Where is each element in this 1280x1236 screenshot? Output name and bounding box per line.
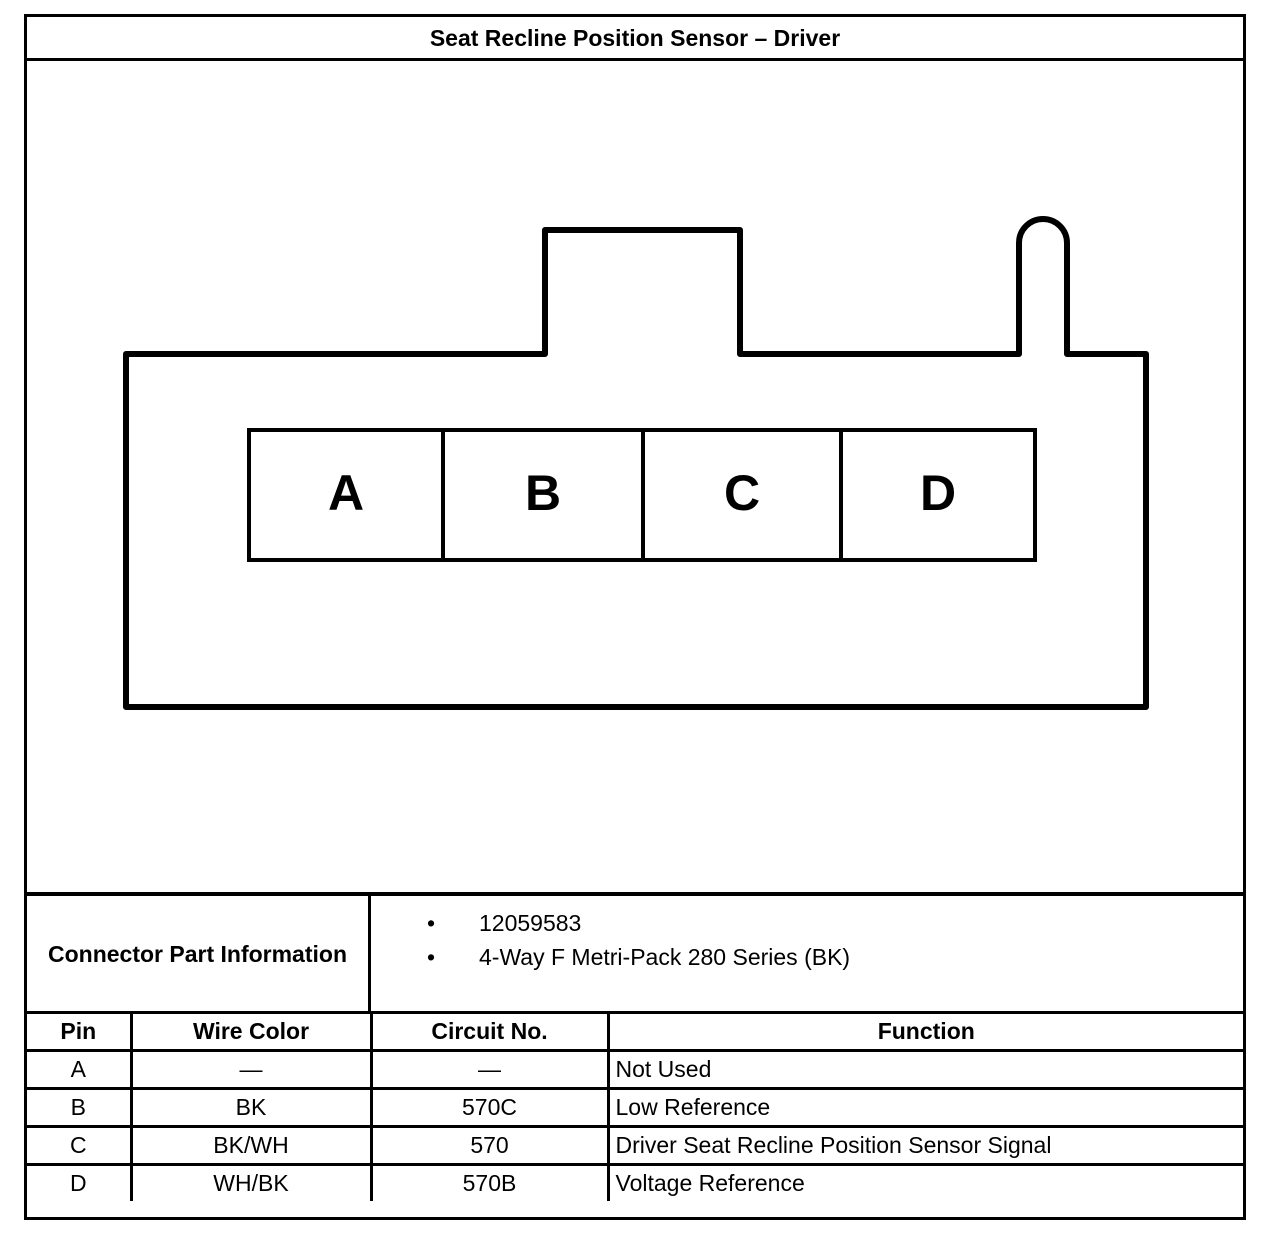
part-number: 12059583 — [479, 910, 582, 936]
function-cell: Voltage Reference — [608, 1165, 1243, 1202]
function-cell: Not Used — [608, 1051, 1243, 1089]
table-row — [27, 1165, 1243, 1202]
list-item — [371, 940, 1243, 974]
connector-sheet — [24, 14, 1246, 1220]
header-circuit: Circuit No. — [371, 1013, 608, 1051]
terminal-cavities — [249, 430, 1035, 560]
pin-table — [27, 1011, 1243, 1201]
function-cell: Driver Seat Recline Position Sensor Signal — [608, 1127, 1243, 1165]
table-row — [27, 1127, 1243, 1165]
wire-color-cell: WH/BK — [131, 1165, 371, 1202]
table-header-row — [27, 1013, 1243, 1051]
connector-diagram — [27, 61, 1243, 892]
connector-part-information — [27, 892, 1243, 1012]
circuit-cell: 570C — [371, 1089, 608, 1127]
part-info-list — [371, 896, 1243, 1012]
connector-housing — [126, 219, 1146, 707]
part-info-label: Connector Part Information — [27, 896, 371, 1012]
list-item — [371, 906, 1243, 940]
pin-cell: C — [27, 1127, 131, 1165]
table-row — [27, 1051, 1243, 1089]
wire-color-cell: BK — [131, 1089, 371, 1127]
circuit-cell: 570B — [371, 1165, 608, 1202]
pin-cell: B — [27, 1089, 131, 1127]
function-cell: Low Reference — [608, 1089, 1243, 1127]
header-function: Function — [608, 1013, 1243, 1051]
header-pin: Pin — [27, 1013, 131, 1051]
wire-color-cell: — — [131, 1051, 371, 1089]
bullet-icon: • — [427, 944, 436, 970]
pin-cell: A — [27, 1051, 131, 1089]
header-wire-color: Wire Color — [131, 1013, 371, 1051]
pin-cell: D — [27, 1165, 131, 1202]
wire-color-cell: BK/WH — [131, 1127, 371, 1165]
circuit-cell: 570 — [371, 1127, 608, 1165]
page-title: Seat Recline Position Sensor – Driver — [27, 17, 1243, 61]
bullet-icon: • — [427, 910, 436, 936]
part-description: 4-Way F Metri-Pack 280 Series (BK) — [479, 944, 851, 970]
cavity-label-c: C — [723, 465, 761, 521]
cavity-label-d: D — [919, 465, 957, 521]
circuit-cell: — — [371, 1051, 608, 1089]
cavity-label-a: A — [327, 465, 365, 521]
table-row — [27, 1089, 1243, 1127]
cavity-label-b: B — [524, 465, 562, 521]
